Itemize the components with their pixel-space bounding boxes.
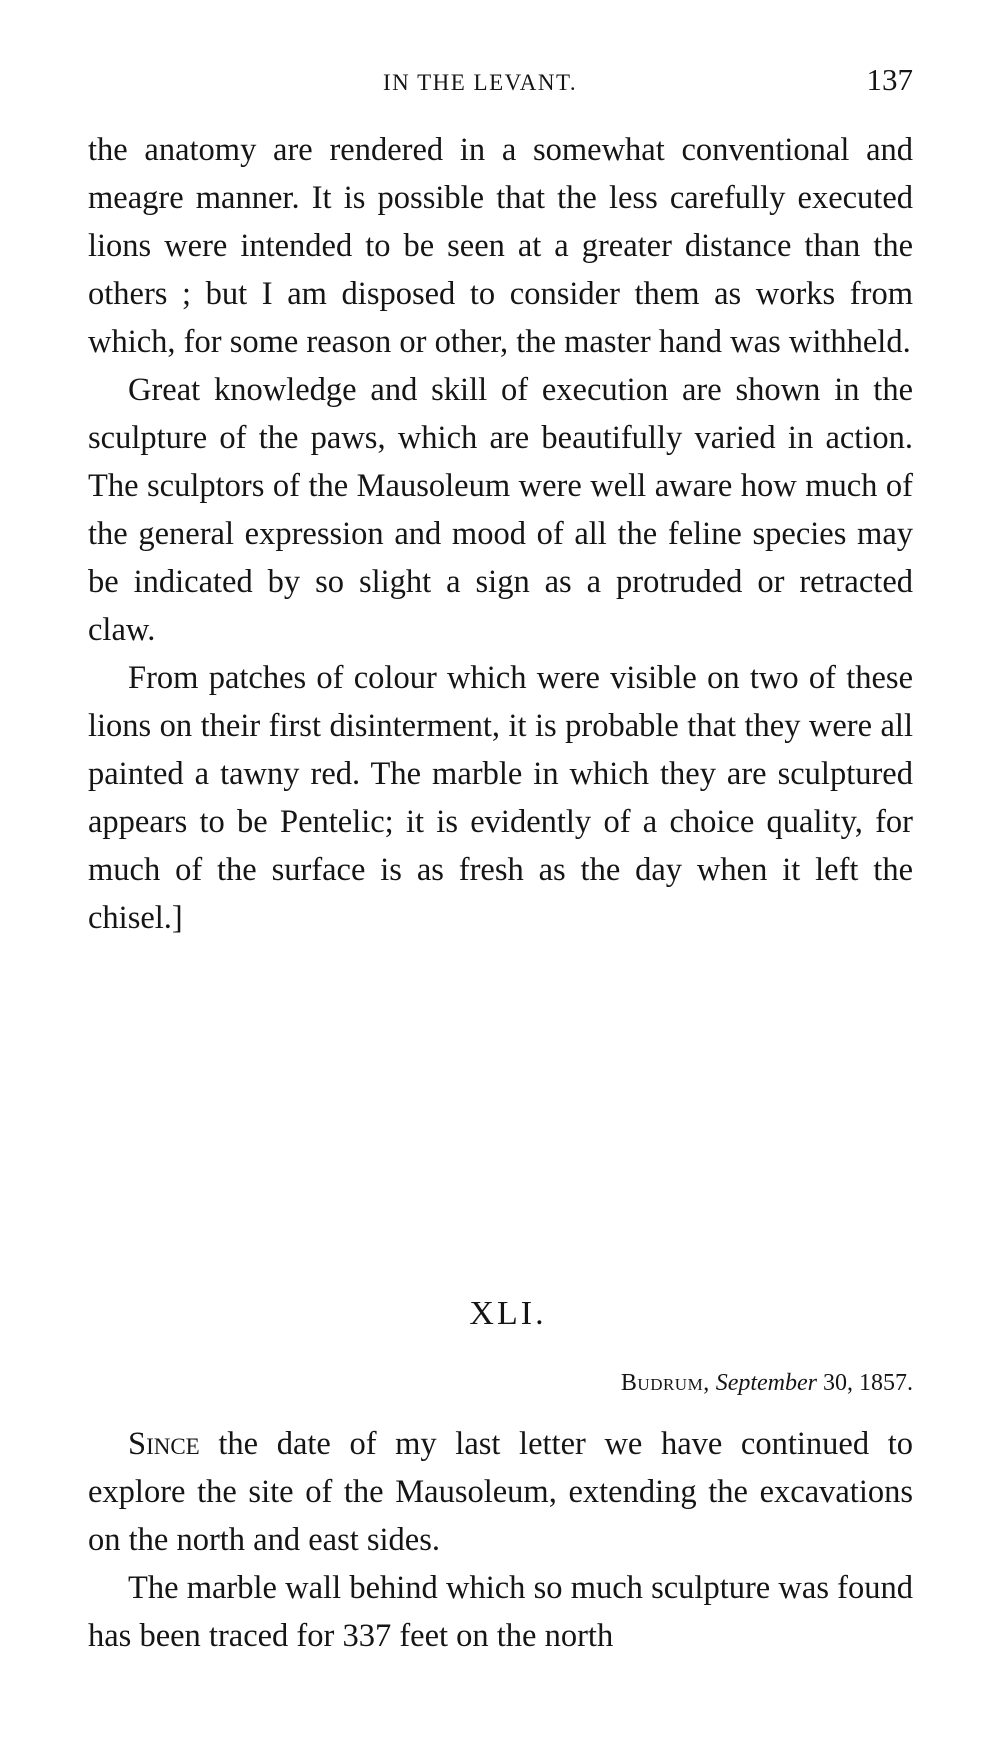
paragraph-colour: From patches of colour which were visible on two of these lions on their first disinterment, it is probable that they were all painted a tawny red. The marble in which they are sculptured appears to be Pentelic; it is evidently of a choice quality, for much of the surface is as fresh as the day when it left the chisel.] — [88, 660, 913, 936]
paragraph-since — [88, 1420, 913, 1564]
letter-dateline — [621, 1370, 913, 1397]
page-number: 137 — [866, 62, 913, 97]
running-title: IN THE LEVANT. — [383, 70, 578, 95]
paragraph-anatomy: the anatomy are rendered in a somewhat conventional and meagre manner. It is possible that the less carefully executed lions were intended to be seen at a greater distance than the others ; but I am disposed to consider them as works from which, for some reason or other, the master hand was withheld. — [88, 132, 913, 360]
dateline-place: Budrum, — [620, 1370, 710, 1396]
body-text-continued — [88, 126, 913, 942]
paragraph-paws: Great knowledge and skill of execution are shown in the sculpture of the paws, which are beautifully varied in action. The sculptors of the Mausoleum were well aware how much of the general expression and mood of all the feline species may be indicated by so slight a sign as a protruded or retracted claw. — [88, 372, 913, 648]
paragraph-since-text: the date of my last letter we have continued to explore the site of the Mausoleum, extending the excavations on the north and east sides. — [88, 1426, 913, 1558]
chapter-heading: XLI. — [469, 1295, 547, 1332]
running-head — [88, 62, 913, 102]
dateline-date: 30, 1857. — [823, 1370, 913, 1396]
dateline-month: September — [715, 1370, 817, 1396]
body-text-letter — [88, 1420, 913, 1660]
paragraph-marble-wall: The marble wall behind which so much sculpture was found has been traced for 337 feet on the north — [88, 1570, 913, 1654]
paragraph-lead-word: Since — [128, 1426, 200, 1462]
